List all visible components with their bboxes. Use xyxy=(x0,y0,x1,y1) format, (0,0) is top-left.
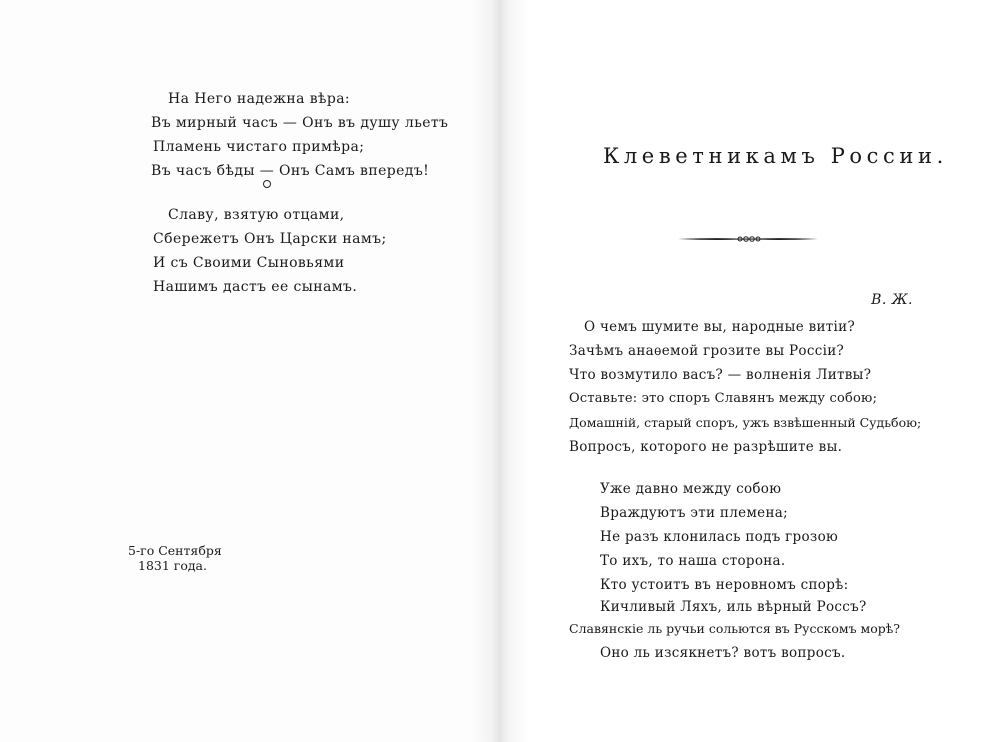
date-line: 5-го Сентября xyxy=(128,543,222,558)
right-stanza2-line: Враждуютъ эти племена; xyxy=(600,505,788,521)
left-stanza1-line: Пламень чистаго примѣра; xyxy=(153,139,365,155)
right-stanza2-line: Оно ль изсякнетъ? вотъ вопросъ. xyxy=(600,645,846,661)
right-stanza1-line: Зачѣмъ анаѳемой грозите вы Россіи? xyxy=(569,343,845,359)
left-stanza1-line: Въ мирный часъ — Онъ въ душу льетъ xyxy=(151,115,449,131)
right-stanza2-line: Славянскіе ль ручьи сольются въ Русскомъ морѣ? xyxy=(569,621,900,636)
left-stanza1-line: Въ часъ бѣды — Онъ Самъ впередъ! xyxy=(151,163,430,179)
right-stanza2-line: Кичливый Ляхъ, иль вѣрный Россъ? xyxy=(600,599,867,615)
left-stanza2-line: Нашимъ дастъ ее сынамъ. xyxy=(153,279,358,295)
right-stanza1-line: Вопросъ, которого не разрѣшите вы. xyxy=(569,439,843,455)
right-stanza2-line: Уже давно между собою xyxy=(600,481,782,497)
author-signature: В. Ж. xyxy=(871,292,913,308)
title-divider-ornament xyxy=(678,232,818,246)
book-gutter xyxy=(470,0,530,742)
right-stanza2-line: То ихъ, то наша сторона. xyxy=(600,553,786,569)
poem-title: Клеветникамъ России. xyxy=(603,144,948,168)
right-stanza1-line: О чемъ шумите вы, народные витіи? xyxy=(584,319,855,335)
left-stanza2-line: И съ Своими Сыновьями xyxy=(153,255,345,271)
left-stanza2-line: Славу, взятую отцами, xyxy=(168,207,345,223)
right-stanza1-line: Домашній, старый споръ, ужъ взвѣшенный Судьбою; xyxy=(569,415,922,430)
left-stanza2-line: Сбережетъ Онъ Царски намъ; xyxy=(153,231,387,247)
date-line: 1831 года. xyxy=(138,558,207,573)
right-stanza2-line: Кто устоитъ въ неровномъ спорѣ: xyxy=(600,577,849,593)
right-stanza1-line: Оставьте: это споръ Славянъ между собою; xyxy=(569,391,878,406)
left-stanza1-line: На Него надежна вѣра: xyxy=(168,91,351,107)
right-stanza1-line: Что возмутило васъ? — волненія Литвы? xyxy=(569,367,872,383)
right-stanza2-line: Не разъ клонилась подъ грозою xyxy=(600,529,839,545)
small-ornament xyxy=(263,180,271,188)
